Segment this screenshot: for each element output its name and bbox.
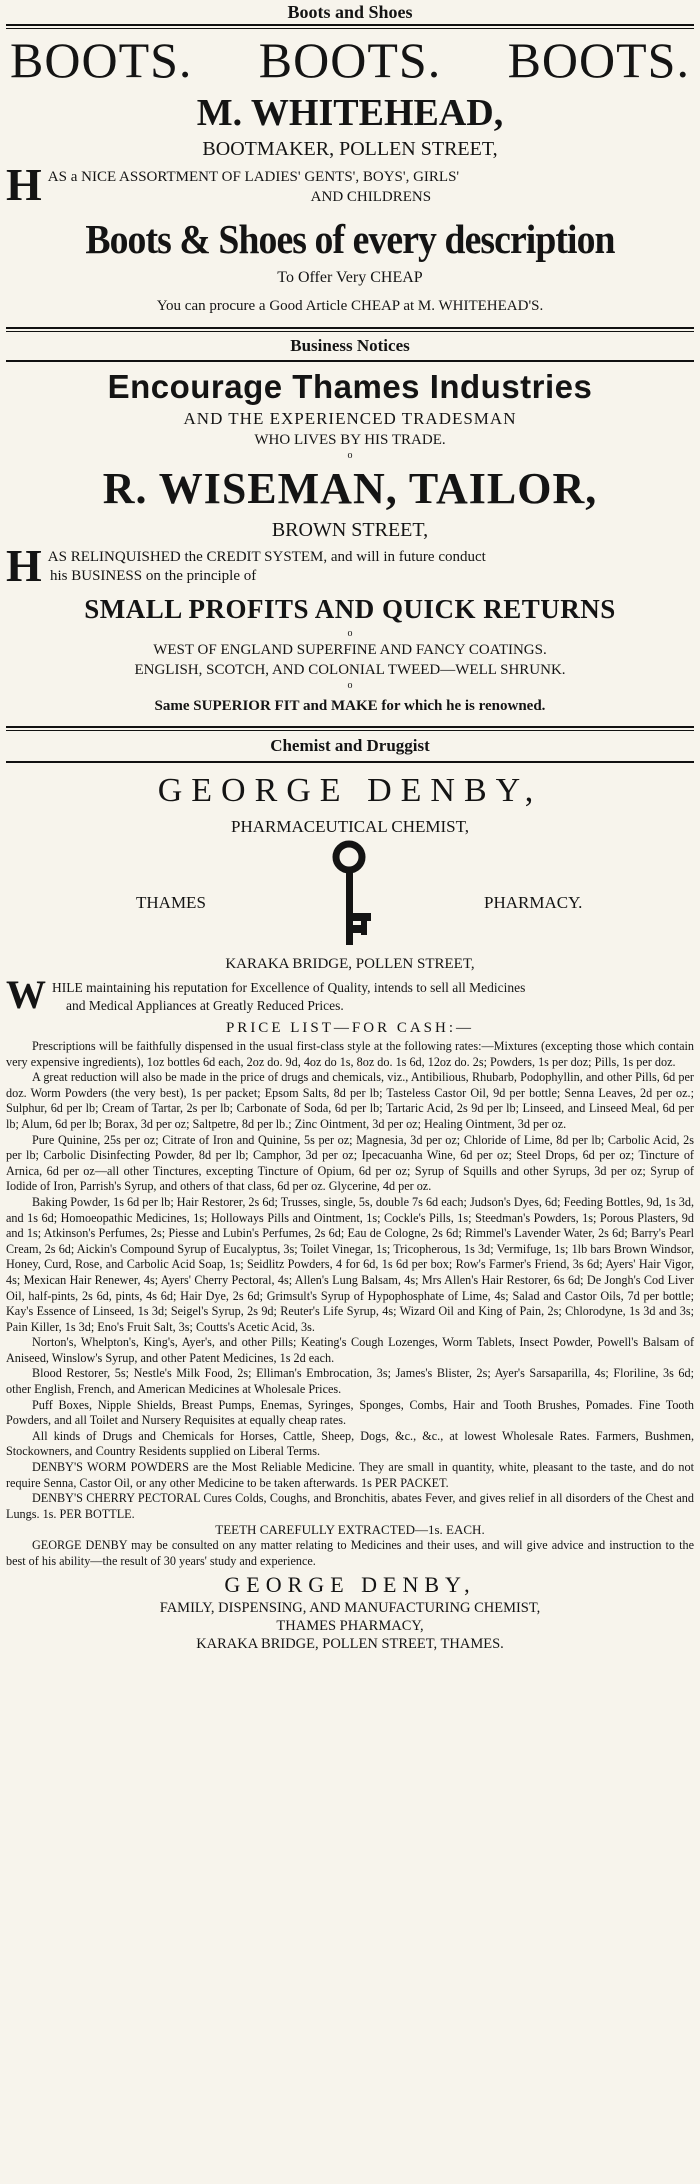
emblem-right-text: PHARMACY. — [484, 893, 583, 912]
tailor-footer: Same SUPERIOR FIT and MAKE for which he is renowned. — [154, 698, 546, 714]
intro-line: and Medical Appliances at Greatly Reduced Prices. — [66, 998, 344, 1013]
price-paragraph: Pure Quinine, 25s per oz; Citrate of Iron and Quinine, 5s per oz; Magnesia, 3d per oz; Chloride of Lime, 8d per lb; Carbolic Acid, 2s per lb; Carbolic Disinfecting Powder, 8d per lb; Camphor, 3d per oz; Ipecacuanha Wine, 6d per oz; Steel Drops, 6d per oz; Tincture of Arnica, 6d per oz—all other Tinctures, excepting Tincture of Opium, 6d per oz; Syrup of Squills and other Syrups, 3d per oz; Syrup of Iodide of Iron, Parrish's Syrup, and others of that class, 6d per oz. Glycerine, 4d per oz. — [6, 1132, 694, 1194]
price-paragraph: DENBY'S WORM POWDERS are the Most Reliable Medicine. They are small in quantity, white, pleasant to the taste, and do not require Senna, Castor Oil, or any other Medicine to be taken afterwards. 1s PER PACKET. — [6, 1460, 694, 1490]
price-paragraph: Prescriptions will be faithfully dispensed in the usual first-class style at the following rates:—Mixtures (excepting those which contain very expensive ingredients), 1oz bottles 6d each, 2oz do. 9d, 4oz do 1s, 8oz do. 1s 6d, 12oz do. 2s; Powders, 1s per doz; Pills, 1s per doz. — [6, 1039, 694, 1069]
banner-word: BOOTS. — [10, 32, 193, 88]
drop-cap: H — [6, 159, 42, 210]
advertiser-name: M. WHITEHEAD, — [196, 92, 504, 134]
boots-text-line: AND CHILDRENS — [310, 189, 432, 205]
boots-text — [6, 159, 694, 213]
chemist-name: GEORGE DENBY, — [157, 772, 543, 809]
trade-line: BOOTMAKER, POLLEN STREET, — [202, 138, 498, 160]
cloth-line: ENGLISH, SCOTCH, AND COLONIAL TWEED—WELL SHRUNK. — [134, 662, 566, 678]
chemist-title: PHARMACEUTICAL CHEMIST, — [230, 817, 469, 836]
intro-line: HILE maintaining his reputation for Excellence of Quality, intends to sell all Medicines — [52, 980, 526, 995]
price-paragraph: DENBY'S CHERRY PECTORAL Cures Colds, Coughs, and Bronchitis, abates Fever, and gives relief in all disorders of the Chest and Lungs. 1s. PER BOTTLE. — [6, 1491, 694, 1521]
signature-line: KARAKA BRIDGE, POLLEN STREET, THAMES. — [196, 1636, 504, 1653]
teeth-line: TEETH CAREFULLY EXTRACTED—1s. EACH. — [215, 1522, 485, 1538]
tailor-text-line: his BUSINESS on the principle of — [50, 568, 257, 584]
price-paragraph: All kinds of Drugs and Chemicals for Horses, Cattle, Sheep, Dogs, &c., &c., at lowest Wholesale Rates. Farmers, Bushmen, Stockowners, and Country Residents supplied on Liberal Terms. — [6, 1428, 694, 1459]
tailor-headline: Encourage Thames Industries — [107, 368, 593, 405]
price-paragraph: Baking Powder, 1s 6d per lb; Hair Restorer, 2s 6d; Trusses, single, 5s, double 7s 6d each; Judson's Dyes, 6d; Feeding Bottles, 9d, 1s 3d, and 1s 6d; Homoeopathic Medicines, 1s; Holloways Pills and Ointment, 1s; Cockle's Pills, 1s; Steedman's Powders, 1s; Porous Plasters, 9d and 1s; Atkinson's Perfumes, 2s; Piesse and Lubin's Perfumes, 2s 6d; Eau de Cologne, 2s 6d; Rimmel's Lavender Water, 2s 6d; Barry's Pearl Cream, 2s 6d; Aickin's Compound Syrup of Eucalyptus, 3s; Toilet Vinegar, 1s; Tricopherous, 1s 3d; Vermifuge, 1s; 1lb bars Brown Windsor, Honey, Curd, Rose, and Carbolic Acid Soap, 1s; Seidlitz Powders, 4 for 6d, 1s 6d per box; Row's Farmer's Friend, 3s 6d; Ayers' Hair Vigor, 4s; Mexican Hair Renewer, 4s; Ayers' Cherry Pectoral, 4s; Allen's Lung Balsam, 4s; Mrs Allen's Hair Restorer, 6s 6d; De Jongh's Cod Liver Oil, half-pints, 2s 6d, pints, 4s 6d; Hair Dye, 2s 6d; Grimsult's Syrup of Hypophosphate of Lime, 4s; Salad and Castor Oils, 7d per bottle; Kay's Essence of Linseed, 1s 3d; Seigel's Syrup, 2s 9d; Reuter's Life Syrup, 4s; Wizard Oil and King of Pain, 2s; Chlorodyne, 1s 3d and 3s; Pain Killer, 1s 3d; Eno's Fruit Salt, 3s; Coutts's Acetic Acid, 3s. — [6, 1194, 694, 1334]
signature-name: GEORGE DENBY, — [224, 1572, 476, 1598]
key-icon — [331, 839, 377, 949]
tailor-text-line: AS RELINQUISHED the CREDIT SYSTEM, and will in future conduct — [47, 549, 486, 565]
price-list-body — [6, 1039, 694, 1569]
tailor-headline-2: SMALL PROFITS AND QUICK RETURNS — [84, 594, 616, 624]
price-paragraph: Puff Boxes, Nipple Shields, Breast Pumps, Enemas, Syringes, Sponges, Combs, Hair and Tooth Brushes, Pomades. Fine Tooth Powders, and all Toilet and Nursery Requisites at equally cheap rates. — [6, 1397, 694, 1428]
offer-line: To Offer Very CHEAP — [277, 269, 423, 286]
tailor-subline: AND THE EXPERIENCED TRADESMAN — [183, 409, 517, 428]
tailor-name: R. WISEMAN, TAILOR, — [102, 464, 598, 513]
signature-line: FAMILY, DISPENSING, AND MANUFACTURING CHEMIST, — [159, 1600, 541, 1617]
boots-headline: Boots & Shoes of every description — [85, 216, 615, 262]
section-header-boots: Boots and Shoes — [287, 2, 413, 22]
signature-line: THAMES PHARMACY, — [276, 1618, 424, 1635]
boots-text-line: AS a NICE ASSORTMENT OF LADIES' GENTS', BOYS', GIRLS' — [47, 169, 460, 185]
boots-footer: You can procure a Good Article CHEAP at M. WHITEHEAD'S. — [156, 298, 544, 314]
section-header-business: Business Notices — [290, 336, 410, 355]
chemist-advert — [6, 731, 694, 1653]
pharmacy-emblem — [6, 839, 694, 949]
tailor-subline: WHO LIVES BY HIS TRADE. — [254, 432, 446, 448]
boots-advert — [6, 0, 694, 323]
tailor-street: BROWN STREET, — [271, 519, 429, 541]
price-list-heading: PRICE LIST—FOR CASH:— — [225, 1020, 475, 1036]
drop-cap: H — [6, 540, 42, 591]
section-header-chemist: Chemist and Druggist — [270, 736, 430, 755]
chemist-intro — [6, 972, 694, 1017]
tailor-advert — [6, 332, 694, 722]
banner-word: BOOTS. — [258, 32, 442, 88]
ornament: o — [347, 680, 353, 691]
banner-word: BOOTS. — [507, 32, 690, 88]
ornament: o — [347, 450, 353, 461]
chemist-address: KARAKA BRIDGE, POLLEN STREET, — [225, 956, 475, 972]
drop-cap: W — [6, 972, 46, 1017]
boots-banner — [6, 29, 694, 91]
emblem-left-text: THAMES — [136, 893, 206, 912]
consult-paragraph: GEORGE DENBY may be consulted on any matter relating to Medicines and their uses, and will give advice and instruction to the best of his ability—the result of 30 years' study and experience. — [6, 1538, 694, 1568]
price-paragraph: Norton's, Whelpton's, King's, Ayer's, and other Pills; Keating's Cough Lozenges, Worm Tablets, Insect Powder, Powell's Balsam of Aniseed, Winslow's Syrup, and other Patent Medicines, 1s 2d each. — [6, 1335, 694, 1365]
price-paragraph: A great reduction will also be made in the price of drugs and chemicals, viz., Antibilious, Rhubarb, Podophyllin, and other Pills, 6d per doz. Worm Powders (the very best), 1s per packet; Epsom Salts, 8d per lb; Tasteless Castor Oil, 9d per bottle; Senna Leaves, 2d per oz.; Sulphur, 6d per lb; Cream of Tartar, 2s per lb; Carbonate of Soda, 6d per lb; Tartaric Acid, 2s 9d per lb; Linseed, and Linseed Meal, 6d per lb; Alum, 6d per lb; Borax, 3d per oz; Saltpetre, 8d per lb.; Zinc Ointment, 3d per oz; Healing Ointment, 3d per oz. — [6, 1070, 694, 1131]
cloth-line: WEST OF ENGLAND SUPERFINE AND FANCY COATINGS. — [153, 642, 547, 658]
price-paragraph: Blood Restorer, 5s; Nestle's Milk Food, 2s; Elliman's Embrocation, 3s; James's Blister, 2s; Ayer's Sarsaparilla, 4s; Floriline, 3s 6d; other English, French, and American Medicines at Wholesale Prices. — [6, 1366, 694, 1397]
ornament: o — [347, 628, 353, 639]
tailor-text — [6, 540, 694, 591]
